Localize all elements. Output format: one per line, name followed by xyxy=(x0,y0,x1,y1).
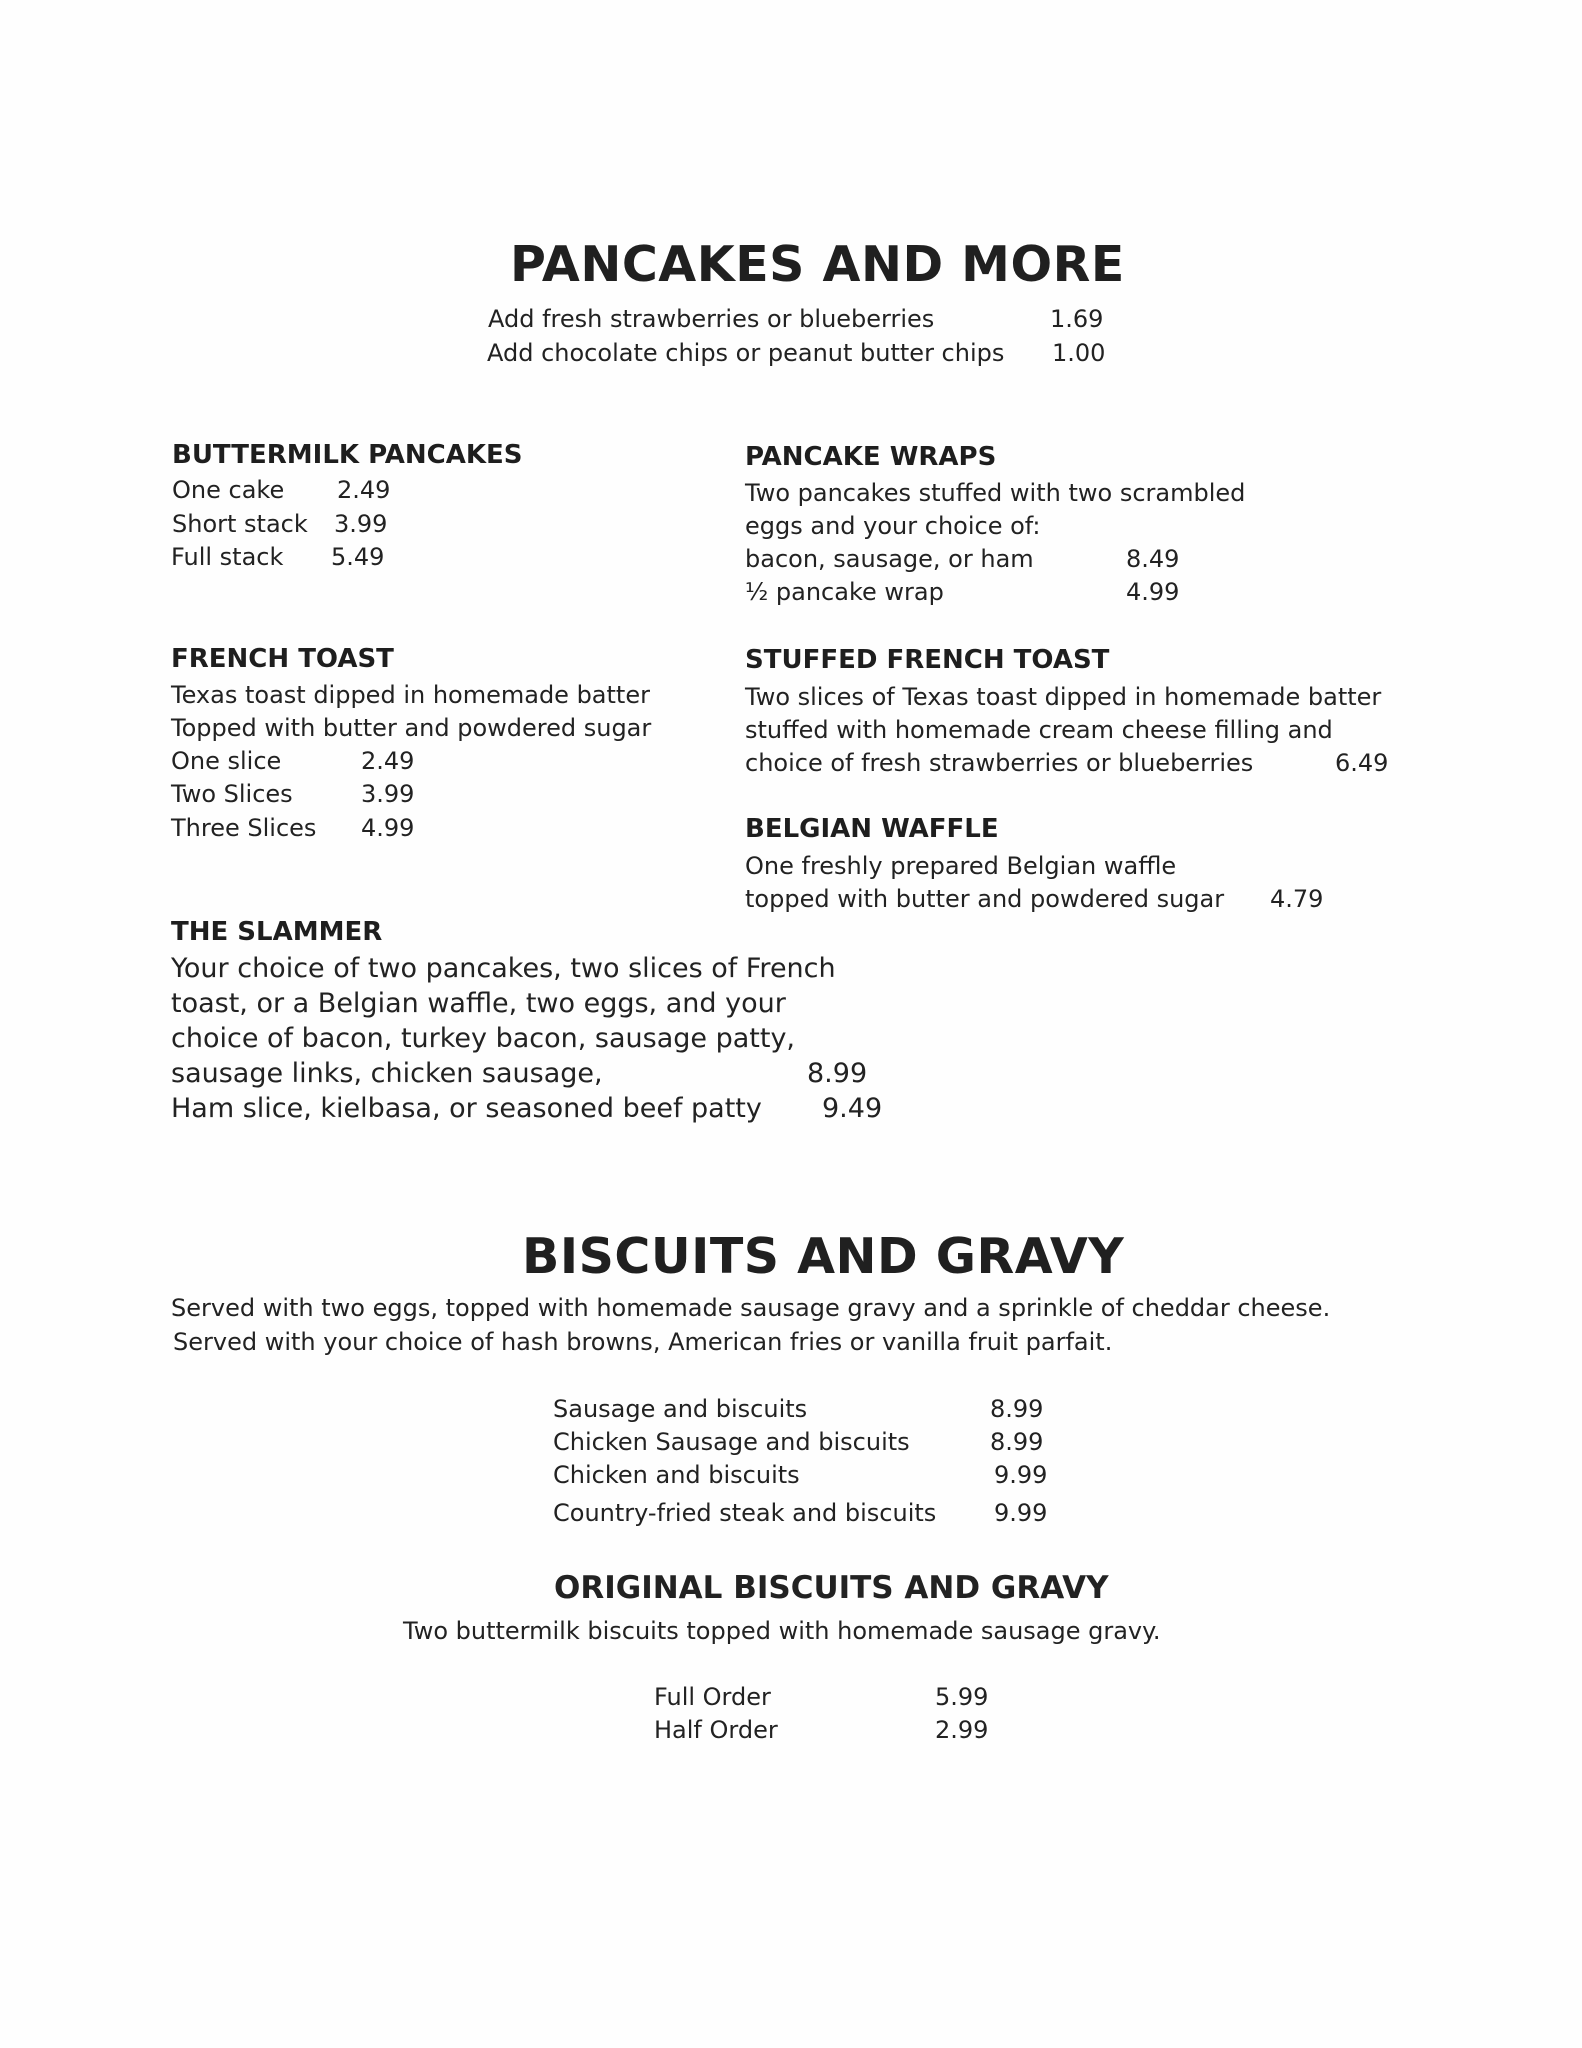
buttermilk-title: BUTTERMILK PANCAKES xyxy=(172,440,523,470)
wraps-desc: Two pancakes stuffed with two scrambled xyxy=(745,479,1246,507)
stuffed-desc: choice of fresh strawberries or blueberries xyxy=(745,749,1254,777)
french-title: FRENCH TOAST xyxy=(171,644,394,674)
french-desc: Topped with butter and powdered sugar xyxy=(171,714,652,742)
french-item-label: One slice xyxy=(171,747,282,775)
french-item-label: Three Slices xyxy=(171,814,317,842)
wraps-item-label: bacon, sausage, or ham xyxy=(745,545,1034,573)
wraps-item-price: 4.99 xyxy=(1126,578,1180,606)
wraps-item-price: 8.49 xyxy=(1126,545,1180,573)
original-item-label: Half Order xyxy=(654,1716,778,1744)
pancakes-title: PANCAKES AND MORE xyxy=(510,236,1125,293)
french-item-label: Two Slices xyxy=(171,780,293,808)
buttermilk-item-label: One cake xyxy=(172,476,285,504)
wraps-item-label: ½ pancake wrap xyxy=(745,578,944,606)
buttermilk-item-label: Short stack xyxy=(172,510,308,538)
stuffed-desc: Two slices of Texas toast dipped in homemade batter xyxy=(745,683,1382,711)
belgian-title: BELGIAN WAFFLE xyxy=(745,814,999,844)
biscuits-desc: Served with two eggs, topped with homemade sausage gravy and a sprinkle of cheddar cheese. xyxy=(171,1294,1331,1322)
biscuits-item-label: Chicken and biscuits xyxy=(553,1461,800,1489)
addon-price-1: 1.69 xyxy=(1050,305,1104,333)
belgian-price: 4.79 xyxy=(1270,885,1324,913)
addon-label-1: Add fresh strawberries or blueberries xyxy=(488,305,935,333)
buttermilk-item-price: 2.49 xyxy=(337,476,391,504)
wraps-desc: eggs and your choice of: xyxy=(745,512,1041,540)
biscuits-item-price: 9.99 xyxy=(994,1499,1048,1527)
stuffed-desc: stuffed with homemade cream cheese filling and xyxy=(745,716,1333,744)
biscuits-item-price: 8.99 xyxy=(990,1428,1044,1456)
french-item-price: 3.99 xyxy=(361,780,415,808)
original-desc: Two buttermilk biscuits topped with homemade sausage gravy. xyxy=(403,1617,1161,1645)
original-item-price: 2.99 xyxy=(935,1716,989,1744)
buttermilk-item-price: 5.49 xyxy=(331,543,385,571)
original-item-price: 5.99 xyxy=(935,1683,989,1711)
belgian-desc: topped with butter and powdered sugar xyxy=(745,885,1225,913)
buttermilk-item-price: 3.99 xyxy=(334,510,388,538)
slammer-price: 9.49 xyxy=(822,1093,883,1124)
stuffed-title: STUFFED FRENCH TOAST xyxy=(745,645,1110,675)
slammer-price: 8.99 xyxy=(807,1058,868,1089)
biscuits-item-label: Sausage and biscuits xyxy=(553,1395,808,1423)
slammer-desc: sausage links, chicken sausage, xyxy=(171,1058,603,1089)
slammer-desc: Your choice of two pancakes, two slices of French xyxy=(171,953,836,984)
addon-price-2: 1.00 xyxy=(1052,339,1106,367)
slammer-desc: toast, or a Belgian waffle, two eggs, and your xyxy=(171,988,786,1019)
biscuits-item-price: 8.99 xyxy=(990,1395,1044,1423)
biscuits-item-label: Chicken Sausage and biscuits xyxy=(553,1428,910,1456)
french-item-price: 2.49 xyxy=(361,747,415,775)
slammer-desc: choice of bacon, turkey bacon, sausage patty, xyxy=(171,1023,796,1054)
slammer-desc: Ham slice, kielbasa, or seasoned beef patty xyxy=(171,1093,762,1124)
biscuits-item-price: 9.99 xyxy=(994,1461,1048,1489)
biscuits-title: BISCUITS AND GRAVY xyxy=(522,1228,1125,1285)
original-title: ORIGINAL BISCUITS AND GRAVY xyxy=(554,1570,1109,1606)
buttermilk-item-label: Full stack xyxy=(171,543,284,571)
stuffed-price: 6.49 xyxy=(1335,749,1389,777)
original-item-label: Full Order xyxy=(654,1683,771,1711)
french-desc: Texas toast dipped in homemade batter xyxy=(171,681,650,709)
addon-label-2: Add chocolate chips or peanut butter chips xyxy=(487,339,1005,367)
biscuits-item-label: Country-fried steak and biscuits xyxy=(553,1499,937,1527)
wraps-title: PANCAKE WRAPS xyxy=(745,442,997,472)
biscuits-desc: Served with your choice of hash browns, American fries or vanilla fruit parfait. xyxy=(173,1328,1113,1356)
belgian-desc: One freshly prepared Belgian waffle xyxy=(745,852,1177,880)
slammer-title: THE SLAMMER xyxy=(171,917,383,947)
french-item-price: 4.99 xyxy=(361,814,415,842)
